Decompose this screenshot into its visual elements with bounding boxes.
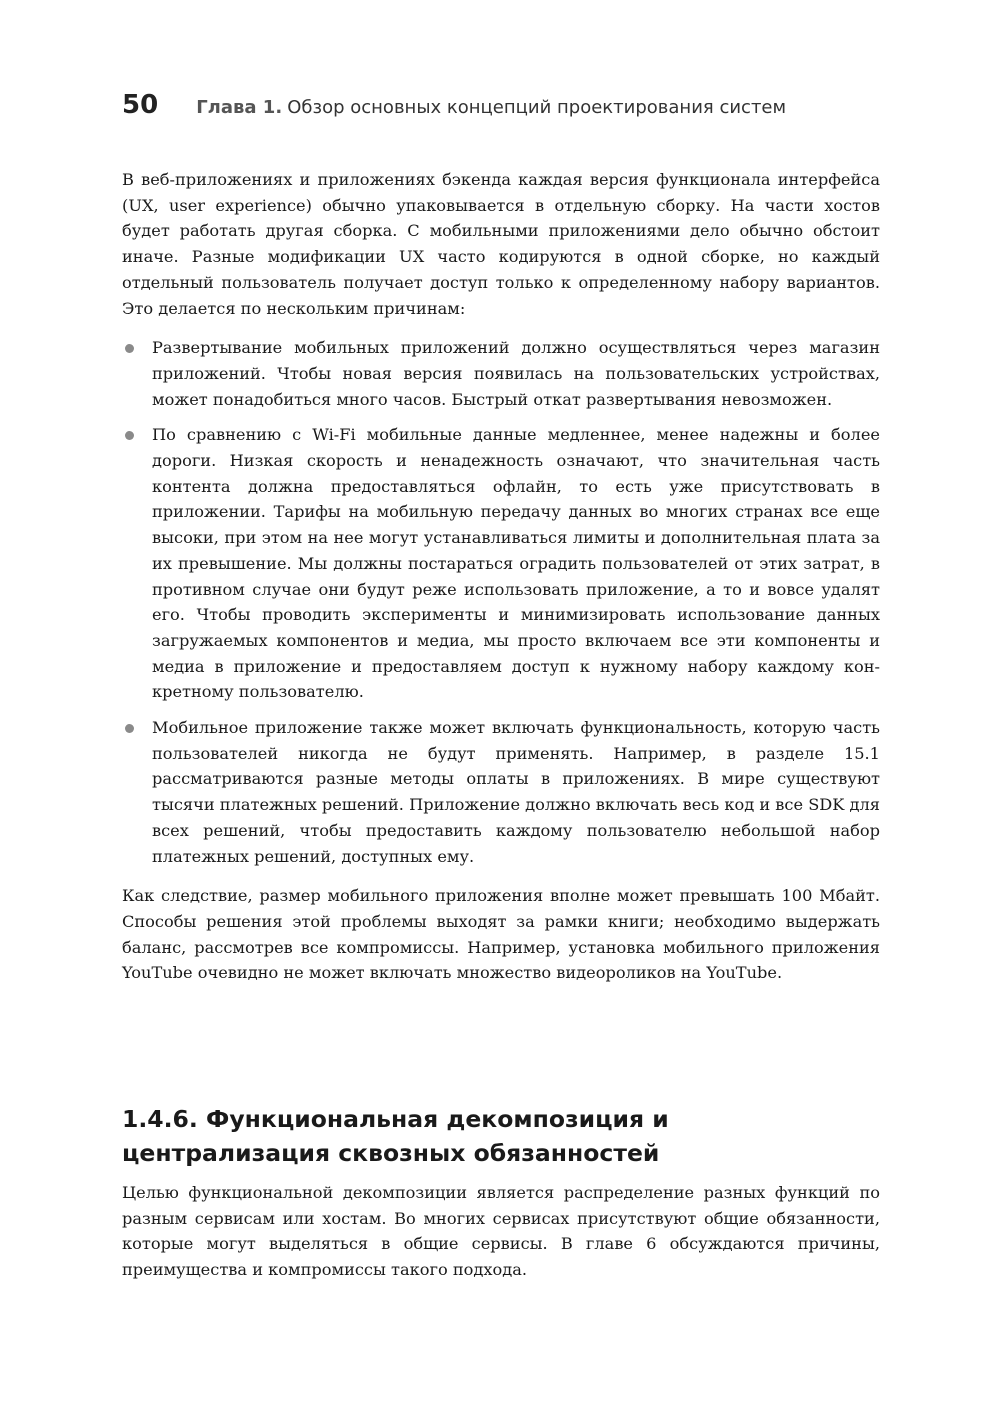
bullet-icon <box>125 431 134 440</box>
chapter-label: Глава 1. <box>196 97 283 118</box>
bullet-icon <box>125 344 134 353</box>
running-head <box>122 90 882 120</box>
main-text <box>122 167 880 986</box>
conclusion-paragraph: Как следствие, размер мобильного приложения вполне может превышать 100 Мбайт. Способы решения этой проблемы выходят за рамки книги; необходимо выдержать баланс, рассмотрев все компромиссы. Например, установка мобильного приложения YouTube очевидно не может включать множество видеороликов на YouTube. <box>122 886 880 983</box>
list-item <box>122 715 880 869</box>
list-item-text: По сравнению с Wi-Fi мобильные данные медленнее, менее надежны и более дороги. Низкая скорость и ненадежность означают, что значительная часть контента должна предоставляться офлайн, то есть уже присутствовать в приложении. Тарифы на мобильную передачу данных во многих странах все еще высоки, при этом на нее могут устанавливаться лимиты и дополнительная плата за их превышение. Мы должны постараться оградить пользователей от этих затрат, в противном случае они будут реже использовать приложение, а то и вовсе удалят его. Чтобы проводить эксперименты и минимизировать использование данных загружаемых компонентов и медиа, мы просто включаем все эти компоненты и медиа в приложение и предоставляем доступ к нужному набору каждому конкретному пользователю. <box>152 425 880 702</box>
intro-paragraph: В веб-приложениях и приложениях бэкенда каждая версия функционала интерфейса (UX, user experience) обычно упаковывается в отдельную сборку. На части хостов будет работать другая сборка. С мобильными приложениями дело обычно обстоит иначе. Разные модификации UX часто кодируются в одной сборке, но каждый отдельный пользователь получает доступ только к определенному набору вариантов. Это делается по нескольким причинам: <box>122 170 880 318</box>
reasons-list <box>122 335 880 869</box>
list-item-text: Развертывание мобильных приложений должно осуществляться через магазин приложений. Чтобы новая версия появилась на пользовательских устройствах, может понадобиться много часов. Быстрый откат развертывания невозможен. <box>152 338 880 409</box>
list-item <box>122 422 880 705</box>
list-item <box>122 335 880 412</box>
section-heading: 1.4.6. Функциональная декомпозиция и централизация сквозных обязанностей <box>122 1105 669 1167</box>
section-paragraph: Целью функциональной декомпозиции является распределение разных функций по разным сервисам или хостам. Во многих сервисах присутствуют общие обязанности, которые могут выделяться в общие сервисы. В главе 6 обсуждаются причины, преимущества и компромиссы такого подхода. <box>122 1183 880 1280</box>
chapter-title: Обзор основных концепций проектирования систем <box>287 97 787 118</box>
list-item-text: Мобильное приложение также может включать функциональность, которую часть пользователей никогда не будут применять. Например, в разделе 15.1 рассматриваются разные методы оплаты в приложениях. В мире существуют тысячи платежных решений. Приложение должно включать весь код и все SDK для всех решений, чтобы предоставить каждому пользователю небольшой набор платежных решений, доступных ему. <box>152 718 880 866</box>
bullet-icon <box>125 724 134 733</box>
section-text <box>122 1180 880 1283</box>
page-number: 50 <box>122 90 159 120</box>
